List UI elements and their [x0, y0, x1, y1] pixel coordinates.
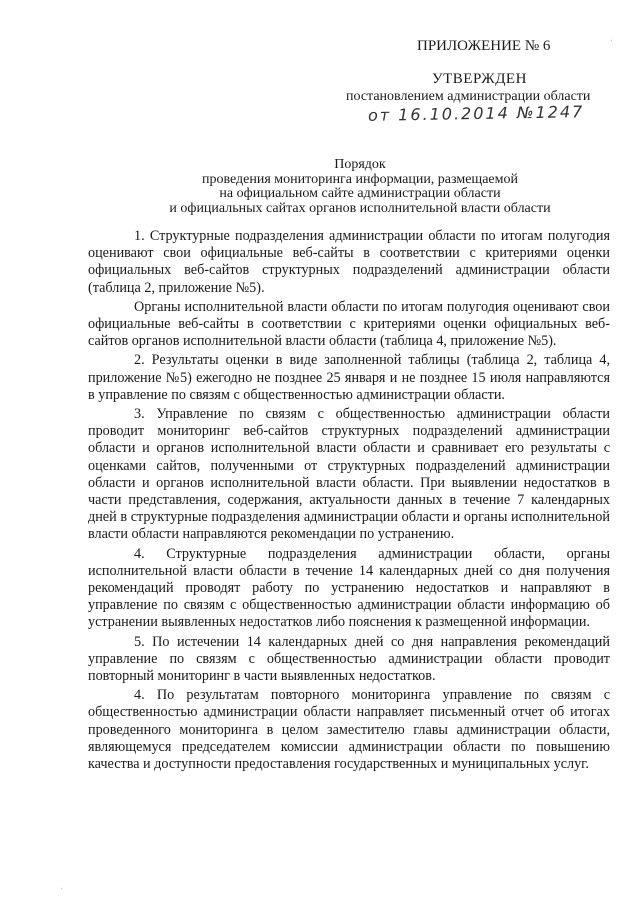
paragraph: 4. Структурные подразделения администрации области, органы исполнительной власти области в течение 14 календарных дней со дня получения рекомендаций проводят работу по устранению недостатков и направляют в управление по связям с общественностью администрации области информацию об устранении выявленных недостатков либо пояснения к размещенной информации. [88, 545, 610, 631]
title-line: Порядок [334, 157, 386, 172]
paragraph: 5. По истечении 14 календарных дней со дня направления рекомендаций управление по связям с общественностью администрации области проводит повторный мониторинг в части выявленных недостатков. [88, 633, 610, 685]
handwritten-date-number: от 16.10.2014 №1247 [367, 102, 585, 125]
document-body [88, 228, 610, 775]
scan-mark: · [610, 36, 614, 47]
paragraph: Органы исполнительной власти области по итогам полугодия оценивают свои официальные веб-сайты в соответствии с критериями оценки официальных веб-сайтов органов исполнительной власти области (таблица 4, приложение №5). [88, 298, 610, 350]
decree-reference: постановлением администрации области [346, 89, 591, 104]
paragraph: 1. Структурные подразделения администрации области по итогам полугодия оценивают свои официальные веб-сайты в соответствии с критериями оценки официальных веб-сайтов структурных подразделений администрации области (таблица 2, приложение №5). [88, 228, 610, 296]
paragraph: 4. По результатам повторного мониторинга управление по связям с общественностью администрации области направляет письменный отчет об итогах проведенного мониторинга в целом заместителю главы администрации области, являющемуся председателем комиссии администрации области по повышению качества и доступности предоставления государственных и муниципальных услуг. [88, 687, 610, 773]
title-line: и официальных сайтах органов исполнительной власти области [169, 200, 551, 216]
document-title [110, 158, 610, 216]
paragraph: 3. Управление по связям с общественностью администрации области проводит мониторинг веб-сайтов структурных подразделений администрации области и органов исполнительной власти области и сравнивает его результаты с оценками сайтов, полученными от структурных подразделений администрации области и органов исполнительной власти области. При выявлении недостатков в части представления, содержания, актуальности данных в течение 7 календарных дней в структурные подразделения администрации области и органы исполнительной власти области направляются рекомендации по устранению. [88, 406, 610, 543]
approved-heading: УТВЕРЖДЕН [432, 71, 527, 87]
title-line: проведения мониторинга информации, размещаемой [201, 171, 518, 187]
scan-mark: · [60, 884, 64, 895]
appendix-number: ПРИЛОЖЕНИЕ № 6 [417, 38, 551, 54]
title-line: на официальном сайте администрации области [219, 186, 501, 201]
paragraph: 2. Результаты оценки в виде заполненной таблицы (таблица 2, таблица 4, приложение №5) ежегодно не позднее 25 января и не позднее 15 июля направляются в управление по связям с общественностью администрации области. [88, 352, 610, 403]
